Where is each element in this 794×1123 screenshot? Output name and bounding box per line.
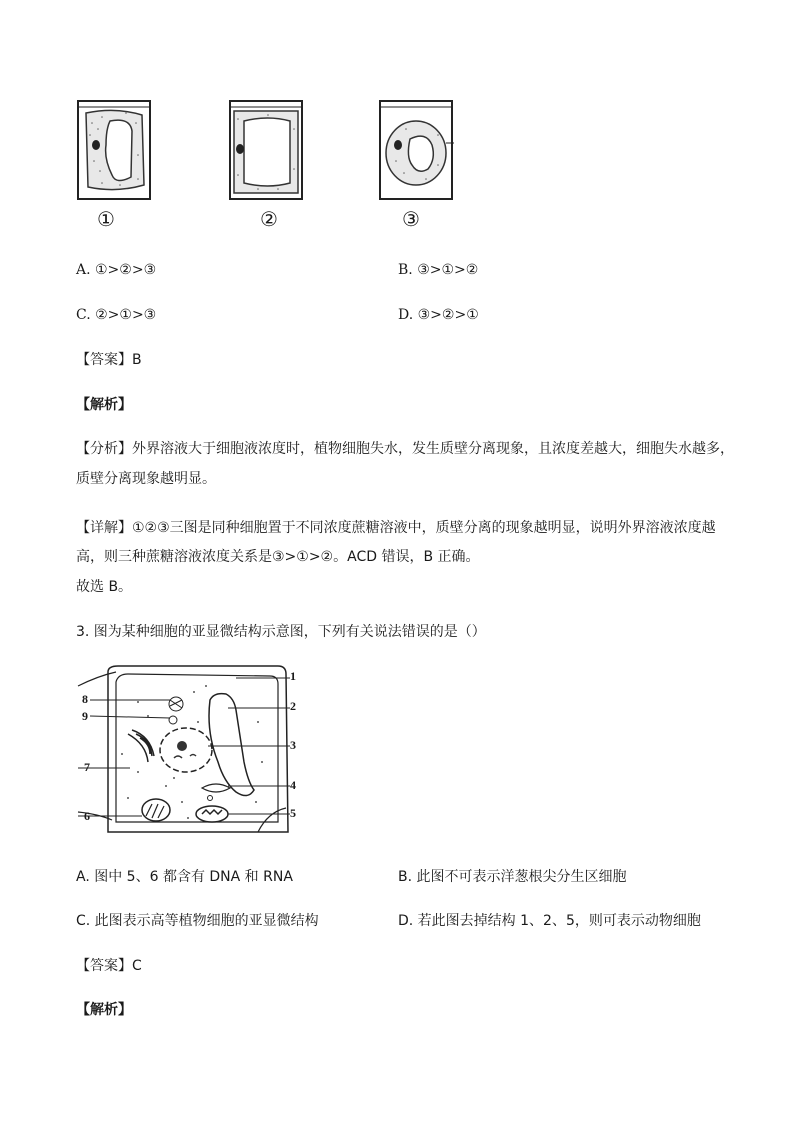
- q3-option-b: B. 此图不可表示洋葱根尖分生区细胞: [398, 869, 627, 885]
- q2-option-a: A. ①>②>③: [76, 262, 157, 278]
- q2-answer: 【答案】B: [76, 352, 142, 368]
- cell-ultrastructure-figure: [78, 662, 318, 842]
- q2-option-c: C. ②>①>③: [76, 307, 157, 323]
- cell-2-diagram: [228, 99, 308, 209]
- label-5: 5: [290, 806, 296, 820]
- q3-answer: 【答案】C: [76, 958, 142, 974]
- q2-detail-line3: 故选 B。: [76, 579, 133, 595]
- q2-detail-line2: 高，则三种蔗糖溶液浓度关系是③>①>②。ACD 错误，B 正确。: [76, 549, 480, 565]
- q2-analysis-line2: 质壁分离现象越明显。: [76, 471, 216, 487]
- q2-option-d: D. ③>②>①: [398, 307, 479, 323]
- q3-option-d: D. 若此图去掉结构 1、2、5，则可表示动物细胞: [398, 913, 701, 929]
- q3-option-c: C. 此图表示高等植物细胞的亚显微结构: [76, 913, 319, 929]
- plasmolysis-figure: [70, 95, 490, 245]
- q3-analysis-heading: 【解析】: [76, 1002, 132, 1018]
- cell-1-diagram: [76, 99, 156, 209]
- cell-3-diagram: [378, 99, 458, 209]
- cell-2-label: ②: [260, 207, 278, 231]
- cell-3-label: ③: [402, 207, 420, 231]
- label-3: 3: [290, 738, 296, 752]
- q3-option-a: A. 图中 5、6 都含有 DNA 和 RNA: [76, 869, 293, 885]
- cell-1-label: ①: [97, 207, 115, 231]
- label-9: 9: [82, 709, 88, 723]
- q2-analysis-heading: 【解析】: [76, 397, 132, 413]
- label-7: 7: [84, 760, 90, 774]
- q3-stem: 3. 图为某种细胞的亚显微结构示意图，下列有关说法错误的是（）: [76, 624, 486, 640]
- q2-detail-line1: 【详解】①②③三图是同种细胞置于不同浓度蔗糖溶液中，质壁分离的现象越明显，说明外界溶液浓度越: [76, 520, 716, 536]
- q2-analysis-line1: 【分析】外界溶液大于细胞液浓度时，植物细胞失水，发生质壁分离现象，且浓度差越大，细胞失水越多，: [76, 441, 734, 457]
- label-8: 8: [82, 692, 88, 706]
- label-2: 2: [290, 699, 296, 713]
- label-6: 6: [84, 809, 90, 823]
- label-1: 1: [290, 669, 296, 683]
- q2-option-b: B. ③>①>②: [398, 262, 479, 278]
- label-4: 4: [290, 778, 296, 792]
